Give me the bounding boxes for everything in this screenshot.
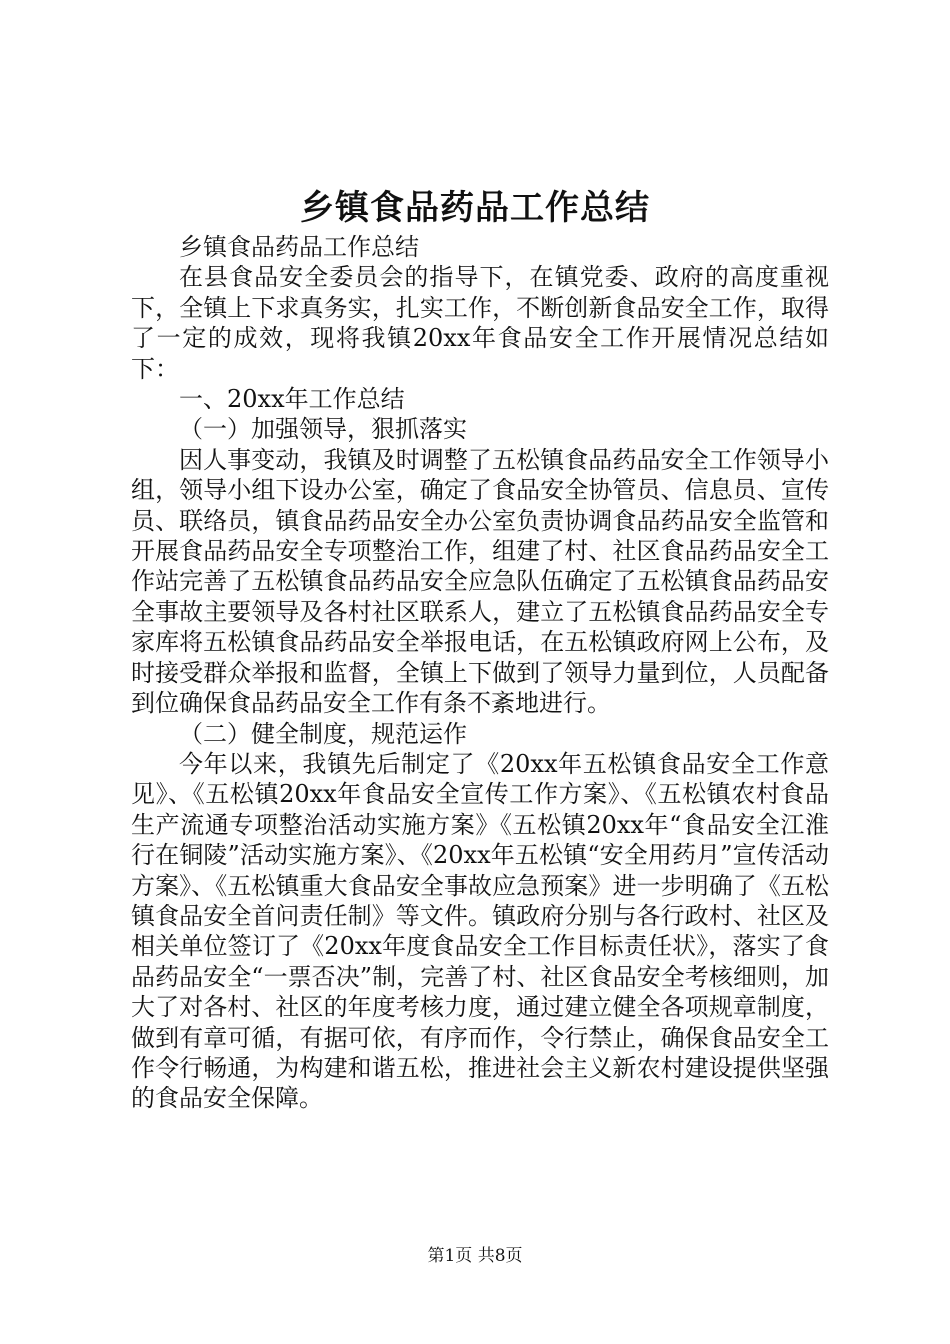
subsection-heading-1: （一）加强领导，狠抓落实	[179, 415, 467, 444]
paragraph-intro: 在县食品安全委员会的指导下，在镇党委、政府的高度重视下，全镇上下求真务实，扎实工作，不断创新食品安全工作，取得了一定的成效，现将我镇20xx年食品安全工作开展情况总结如下：	[131, 263, 829, 383]
section-heading-1: 一、20xx年工作总结	[179, 385, 405, 414]
document-body	[131, 232, 829, 1114]
paragraph-subtitle: 乡镇食品药品工作总结	[179, 233, 419, 261]
page-number: 第1页 共8页	[427, 1246, 523, 1266]
document-title: 乡镇食品药品工作总结	[300, 188, 650, 228]
paragraph-leadership: 因人事变动，我镇及时调整了五松镇食品药品安全工作领导小组，领导小组下设办公室，确定了食品安全协管员、信息员、宣传员、联络员，镇食品药品安全办公室负责协调食品药品安全监管和开展食品药品安全专项整治工作，组建了村、社区食品药品安全工作站完善了五松镇食品药品安全应急队伍确定了五松镇食品药品安全事故主要领导及各村社区联系人，建立了五松镇食品药品安全专家库将五松镇食品药品安全举报电话，在五松镇政府网上公布，及时接受群众举报和监督，全镇上下做到了领导力量到位，人员配备到位确保食品药品安全工作有条不紊地进行。	[131, 445, 829, 718]
paragraph-regulations: 今年以来，我镇先后制定了《20xx年五松镇食品安全工作意见》、《五松镇20xx年食品安全宣传工作方案》、《五松镇农村食品生产流通专项整治活动实施方案》《五松镇20xx年“食品安全江淮行在铜陵”活动实施方案》、《20xx年五松镇“安全用药月”宣传活动方案》、《五松镇重大食品安全事故应急预案》进一步明确了《五松镇食品安全首问责任制》等文件。镇政府分别与各行政村、社区及相关单位签订了《20xx年度食品安全工作目标责任状》，落实了食品药品安全“一票否决”制，完善了村、社区食品安全考核细则，加大了对各村、社区的年度考核力度，通过建立健全各项规章制度，做到有章可循，有据可依，有序而作，令行禁止，确保食品安全工作令行畅通，为构建和谐五松，推进社会主义新农村建设提供坚强的食品安全保障。	[131, 749, 829, 1113]
subsection-heading-2: （二）健全制度，规范运作	[179, 719, 467, 748]
